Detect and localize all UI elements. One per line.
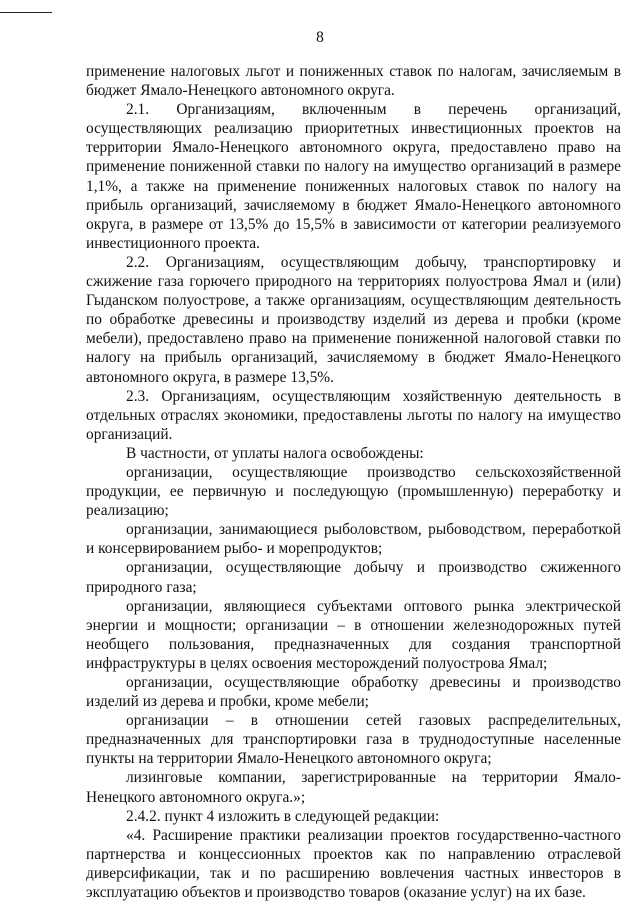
document-body (86, 62, 621, 902)
exemption-item-wood: организации, осуществляющие обработку древесины и производство изделий из дерева и пробки, кроме мебели; (86, 674, 621, 711)
exemption-item-fishery: организации, занимающиеся рыболовством, рыбоводством, переработкой и консервированием рыбо- и морепродуктов; (86, 521, 621, 558)
page-number: 8 (316, 29, 324, 46)
paragraph-intro-continuation: применение налоговых льгот и пониженных ставок по налогам, зачисляемым в бюджет Ямало-Ненецкого автономного округа. (86, 63, 621, 100)
corner-mark (0, 12, 52, 13)
exemption-item-agriculture: организации, осуществляющие производство сельскохозяйственной продукции, ее первичную и последующую (промышленную) переработку и реализацию; (86, 463, 621, 520)
paragraph-exemptions-intro: В частности, от уплаты налога освобождены: (126, 444, 424, 462)
exemption-item-leasing: лизинговые компании, зарегистрированные на территории Ямало-Ненецкого автономного округа.»; (86, 769, 621, 806)
paragraph-point-4: «4. Расширение практики реализации проектов государственно-частного партнерства и концессионных проектов как по направлению отраслевой диверсификации, так и по расширению вовлечения частных инвесторов в эксплуатацию объектов и производство товаров (оказание услуг) на их базе. (86, 826, 621, 902)
exemption-item-gas-networks: организации – в отношении сетей газовых распределительных, предназначенных для транспортировки газа в труднодоступные населенные пункты на территории Ямало-Ненецкого автономного округа; (86, 712, 621, 768)
exemption-item-energy-rail: организации, являющиеся субъектами оптового рынка электрической энергии и мощности; организации – в отношении железнодорожных путей необщего пользования, предназначенных для создания транспортной инфраструктуры в целях освоения месторождений полуострова Ямал; (86, 597, 621, 672)
paragraph-2-4-2: 2.4.2. пункт 4 изложить в следующей редакции: (126, 807, 440, 825)
paragraph-2-2: 2.2. Организациям, осуществляющим добычу, транспортировку и сжижение газа горючего природного на территориях полуострова Ямал и (или) Гыданском полуострове, а также организациям, осуществляющим деятельность по обработке древесины и производству изделий из дерева и пробки (кроме мебели), предоставлено право на применение пониженной налоговой ставки по налогу на прибыль организаций, зачисляемому в бюджет Ямало-Ненецкого автономного округа, в размере 13,5%. (86, 253, 621, 386)
paragraph-2-1: 2.1. Организациям, включенным в перечень организаций, осуществляющих реализацию приоритетных инвестиционных проектов на территории Ямало-Ненецкого автономного округа, предоставлено право на применение пониженной ставки по налогу на имущество организаций в размере 1,1%, а также на применение пониженных налоговых ставок по налогу на прибыль организаций, зачисляемому в бюджет Ямало-Ненецкого автономного округа, в размере от 13,5% до 15,5% в зависимости от категории реализуемого инвестиционного проекта. (86, 101, 621, 252)
exemption-item-lng: организации, осуществляющие добычу и производство сжиженного природного газа; (86, 559, 621, 596)
paragraph-2-3: 2.3. Организациям, осуществляющим хозяйственную деятельность в отдельных отраслях экономики, предоставлены льготы по налогу на имущество организаций. (86, 387, 621, 443)
